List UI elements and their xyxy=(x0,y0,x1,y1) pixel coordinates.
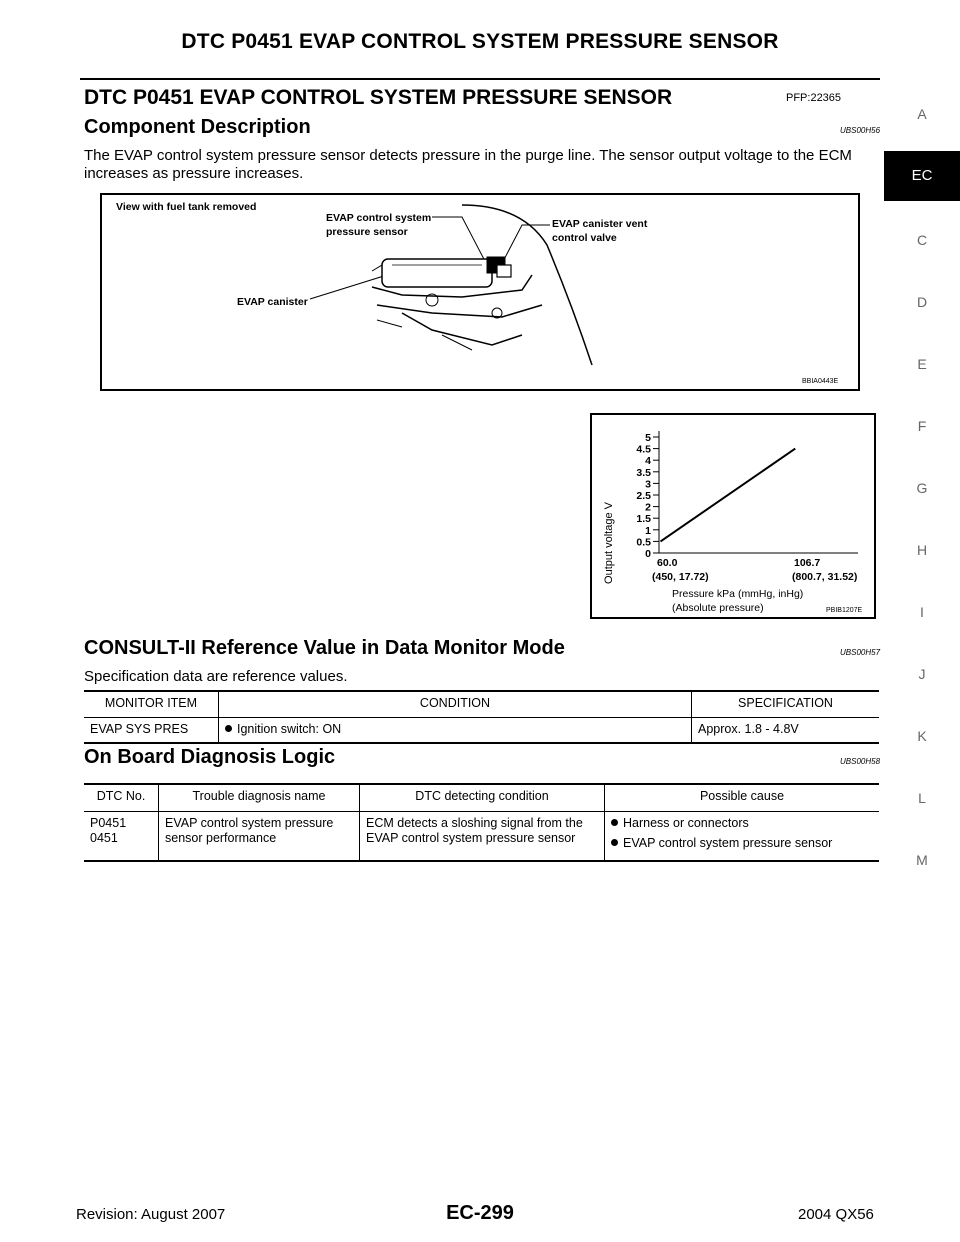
col-monitor-item: MONITOR ITEM xyxy=(84,691,219,718)
y-tick-label: 3.5 xyxy=(636,466,651,479)
trouble-name-line1: EVAP control system pressure xyxy=(165,816,334,830)
label-canister: EVAP canister xyxy=(237,296,308,308)
tab-m[interactable]: M xyxy=(916,852,928,868)
section-title-obd: On Board Diagnosis Logic xyxy=(84,746,336,768)
y-tick-label: 4.5 xyxy=(636,443,651,456)
bullet-icon xyxy=(611,819,618,826)
cell-detecting-condition xyxy=(360,812,605,862)
x-axis-label-1: Pressure kPa (mmHg, inHg) xyxy=(672,588,804,600)
component-illustration xyxy=(102,195,858,389)
tab-f[interactable]: F xyxy=(917,418,927,434)
table-row xyxy=(84,718,879,744)
y-axis-label: Output voltage V xyxy=(603,502,615,584)
y-tick-label: 4 xyxy=(645,455,651,468)
y-ticks xyxy=(636,432,659,560)
footer-page-number: EC-299 xyxy=(446,1202,514,1224)
page-title: DTC P0451 EVAP CONTROL SYSTEM PRESSURE SENSOR xyxy=(84,86,673,109)
table-row xyxy=(84,812,879,862)
tab-d[interactable]: D xyxy=(916,294,928,310)
tab-c[interactable]: C xyxy=(916,232,928,248)
footer-revision: Revision: August 2007 xyxy=(76,1206,226,1223)
tab-k[interactable]: K xyxy=(917,728,927,744)
figure-id: BBIA0443E xyxy=(802,378,839,385)
y-tick-label: 5 xyxy=(645,432,651,444)
y-tick-label: 1.5 xyxy=(636,513,651,526)
tab-g[interactable]: G xyxy=(916,480,928,496)
cause-item: EVAP control system pressure sensor xyxy=(611,836,873,851)
tab-e[interactable]: E xyxy=(917,356,927,372)
header-rule xyxy=(80,78,880,80)
col-detecting-condition: DTC detecting condition xyxy=(360,784,605,812)
bullet-icon xyxy=(611,839,618,846)
component-location-figure xyxy=(100,193,860,391)
tab-a[interactable]: A xyxy=(917,106,927,122)
cell-possible-cause xyxy=(605,812,880,862)
y-tick-label: 0 xyxy=(645,548,651,560)
x-tick-60-sub: (450, 17.72) xyxy=(652,571,709,583)
x-tick-106: 106.7 xyxy=(794,557,821,569)
canister-drawing xyxy=(372,257,542,350)
section-title-consult: CONSULT-II Reference Value in Data Monitor Mode xyxy=(84,637,565,659)
label-sensor-line2: pressure sensor xyxy=(326,226,408,238)
footer-model: 2004 QX56 xyxy=(798,1206,874,1223)
dtc-code-short: 0451 xyxy=(90,831,118,845)
component-description-text: The EVAP control system pressure sensor detects pressure in the purge line. The sensor output voltage to the ECM increases as pressure increases. xyxy=(84,147,852,182)
y-tick-label: 2.5 xyxy=(636,490,651,502)
col-dtc-no: DTC No. xyxy=(84,784,159,812)
x-tick-60: 60.0 xyxy=(657,557,678,569)
running-header-title: DTC P0451 EVAP CONTROL SYSTEM PRESSURE SENSOR xyxy=(181,30,779,53)
y-tick-label: 3 xyxy=(645,478,651,491)
label-valve-line1: EVAP canister vent xyxy=(552,218,648,230)
y-tick-label: 1 xyxy=(645,524,651,537)
col-specification: SPECIFICATION xyxy=(692,691,880,718)
obd-table xyxy=(84,783,879,862)
col-condition: CONDITION xyxy=(219,691,692,718)
cell-dtc xyxy=(84,812,159,862)
condition-line1: ECM detects a sloshing signal from the xyxy=(366,816,583,830)
section-title-component-description: Component Description xyxy=(84,116,311,138)
section-code: UBS00H57 xyxy=(840,648,881,657)
condition-text: Ignition switch: ON xyxy=(237,722,342,736)
label-sensor-line1: EVAP control system xyxy=(326,212,432,224)
graph-svg xyxy=(592,415,874,617)
consult-table xyxy=(84,690,879,744)
y-tick-label: 2 xyxy=(645,501,651,514)
graph-figure-id: PBIB1207E xyxy=(826,607,863,614)
label-view: View with fuel tank removed xyxy=(116,201,257,213)
condition-line2: EVAP control system pressure sensor xyxy=(366,831,576,845)
dtc-code: P0451 xyxy=(90,816,127,830)
cause-item: Harness or connectors xyxy=(611,816,873,831)
x-tick-106-sub: (800.7, 31.52) xyxy=(792,571,858,583)
table-header-row xyxy=(84,784,879,812)
table-header-row xyxy=(84,691,879,718)
tab-l[interactable]: L xyxy=(918,790,926,806)
tab-j[interactable]: J xyxy=(918,666,926,682)
part-code: PFP:22365 xyxy=(786,92,842,104)
tab-ec-active[interactable]: EC xyxy=(884,151,960,201)
cell-condition xyxy=(219,718,692,744)
tab-i[interactable]: I xyxy=(920,604,924,620)
x-axis-label-2: (Absolute pressure) xyxy=(672,602,764,614)
y-tick-label: 0.5 xyxy=(636,536,651,549)
col-trouble-name: Trouble diagnosis name xyxy=(159,784,360,812)
section-code: UBS00H56 xyxy=(840,126,881,135)
cell-specification: Approx. 1.8 - 4.8V xyxy=(692,718,880,744)
spec-note: Specification data are reference values. xyxy=(84,668,348,685)
label-valve-line2: control valve xyxy=(552,232,617,244)
bullet-icon xyxy=(225,725,232,732)
cell-monitor-item: EVAP SYS PRES xyxy=(90,722,189,736)
section-code: UBS00H58 xyxy=(840,757,881,766)
output-voltage-graph xyxy=(590,413,876,619)
cell-trouble-name xyxy=(159,812,360,862)
tab-h[interactable]: H xyxy=(916,542,928,558)
series-line xyxy=(661,449,796,542)
col-possible-cause: Possible cause xyxy=(605,784,880,812)
trouble-name-line2: sensor performance xyxy=(165,831,277,845)
